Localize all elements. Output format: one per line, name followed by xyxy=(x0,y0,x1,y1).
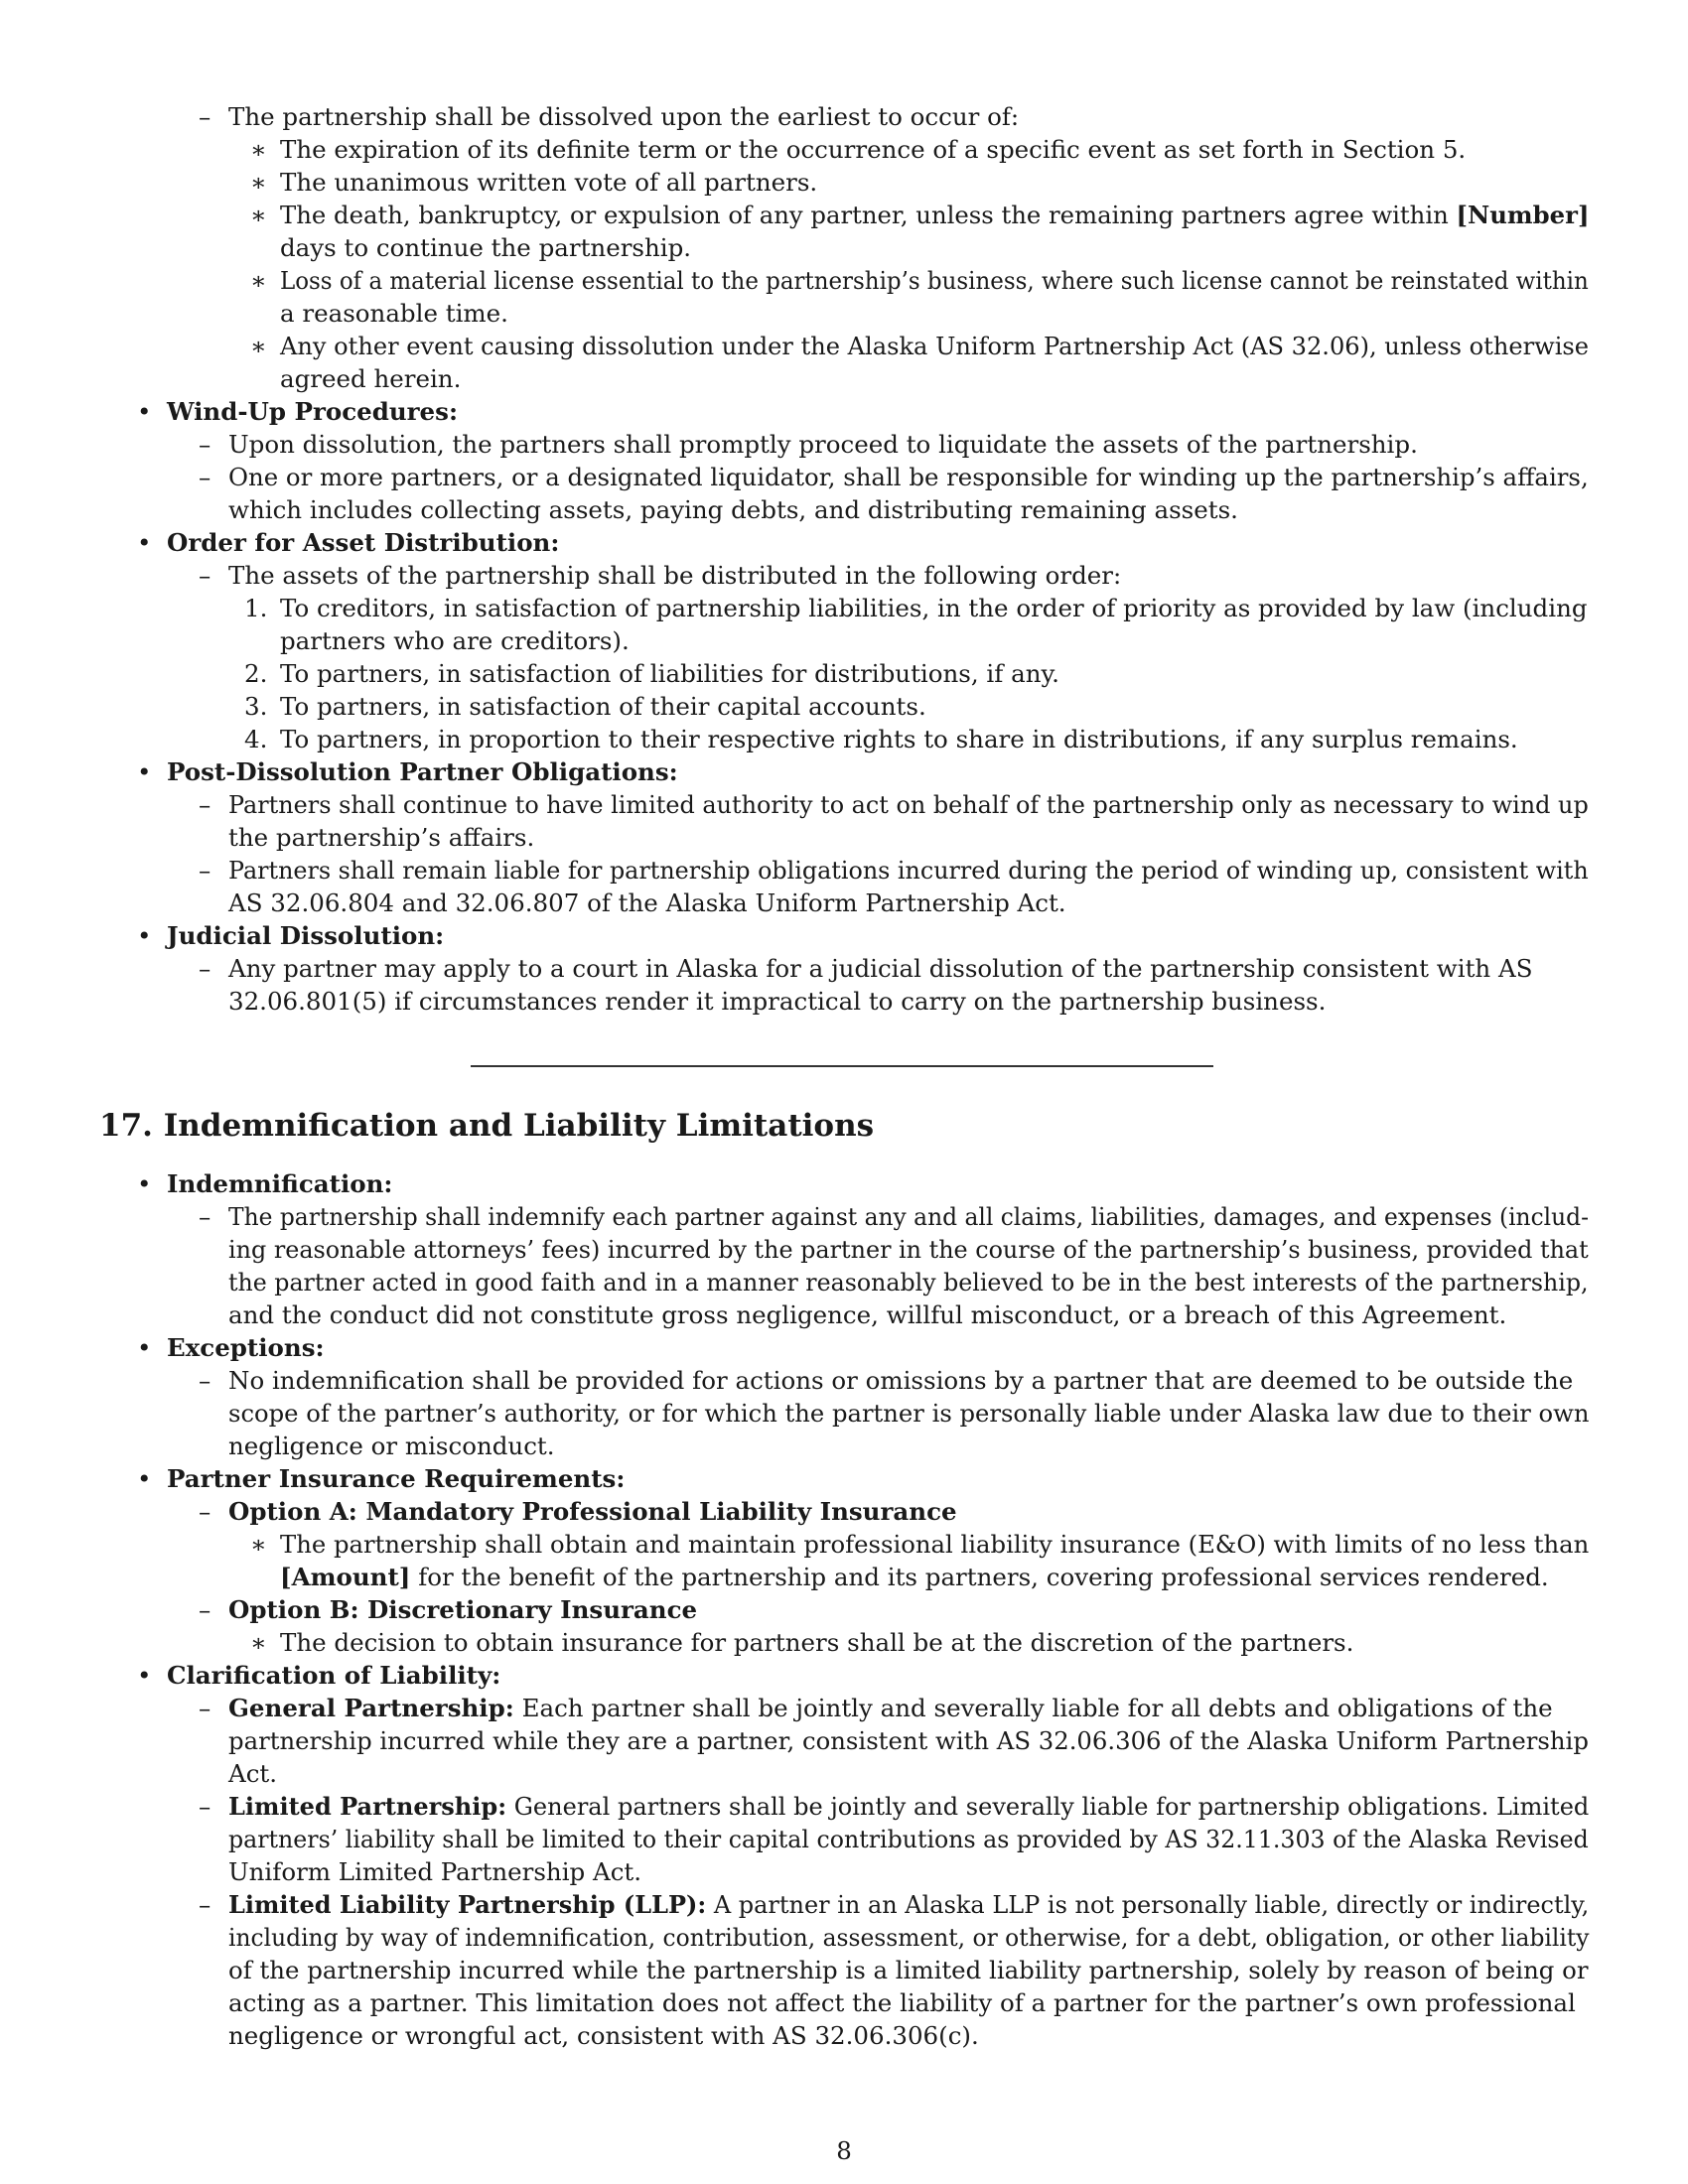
exceptions-text-2: scope of the partner’s authority, or for which the partner is personally liable under Alaska law due to their own xyxy=(228,1399,1590,1428)
judicial-heading: Judicial Dissolution: xyxy=(167,921,445,950)
general-partnership-line-2: partnership incurred while they are a partner, consistent with AS 32.06.306 of the Alaska Uniform Partnership xyxy=(228,1726,1589,1755)
number-placeholder: [Number] xyxy=(1456,201,1590,229)
llp-label: Limited Liability Partnership (LLP): xyxy=(228,1890,707,1919)
judicial-item-1-cont: 32.06.801(5) if circumstances render it impractical to carry on the partnership business. xyxy=(228,987,1327,1016)
star-marker: ∗ xyxy=(250,266,267,295)
option-a-text-1: The partnership shall obtain and maintain professional liability insurance (E&O) with limits of no less than xyxy=(280,1530,1590,1559)
bullet-marker: • xyxy=(137,757,152,786)
option-b-heading: Option B: Discretionary Insurance xyxy=(228,1595,698,1624)
limited-partnership-text: General partners shall be jointly and severally liable for partnership obligations. Limited xyxy=(506,1792,1590,1821)
bullet-marker: • xyxy=(137,1661,152,1690)
post-item-1: Partners shall continue to have limited authority to act on behalf of the partnership only as necessary to wind up xyxy=(228,790,1589,819)
option-a-text-2-rest: for the benefit of the partnership and its partners, covering professional services rendered. xyxy=(410,1563,1549,1591)
star-marker: ∗ xyxy=(250,1530,267,1559)
dash-marker: – xyxy=(199,1694,211,1722)
dash-marker: – xyxy=(199,463,211,491)
bullet-marker: • xyxy=(137,921,152,950)
dissolve-event-5: Any other event causing dissolution under the Alaska Uniform Partnership Act (AS 32.06), unless otherwise xyxy=(280,332,1590,360)
order-item-1-cont: partners who are creditors). xyxy=(280,626,630,655)
indemnification-heading: Indemnification: xyxy=(167,1169,393,1198)
dash-marker: – xyxy=(199,1497,211,1526)
section-17-title: 17. Indemnification and Liability Limitations xyxy=(99,1108,875,1144)
indemnification-text-2: ing reasonable attorneys’ fees) incurred by the partner in the course of the partnership’s business, provided that xyxy=(228,1235,1589,1264)
llp-line-4: acting as a partner. This limitation does not affect the liability of a partner for the partner’s own professional xyxy=(228,1988,1576,2017)
dash-marker: – xyxy=(199,856,211,885)
insurance-heading: Partner Insurance Requirements: xyxy=(167,1464,626,1493)
indemnification-text-4: and the conduct did not constitute gross negligence, willful misconduct, or a breach of this Agreement. xyxy=(228,1300,1507,1329)
windup-item-2-cont: which includes collecting assets, paying debts, and distributing remaining assets. xyxy=(228,495,1238,524)
bullet-marker: • xyxy=(137,1333,152,1362)
star-marker: ∗ xyxy=(250,1628,267,1657)
dissolve-event-4-cont: a reasonable time. xyxy=(280,299,508,328)
dissolve-event-3-text: The death, bankruptcy, or expulsion of any partner, unless the remaining partners agree within xyxy=(280,201,1457,229)
dissolve-event-2: The unanimous written vote of all partners. xyxy=(280,168,818,197)
bullet-marker: • xyxy=(137,528,152,557)
dash-marker: – xyxy=(199,1792,211,1821)
page-number: 8 xyxy=(836,2136,852,2165)
dash-marker: – xyxy=(199,790,211,819)
exceptions-heading: Exceptions: xyxy=(167,1333,325,1362)
post-item-2: Partners shall remain liable for partnership obligations incurred during the period of winding up, consistent with xyxy=(228,856,1589,885)
judicial-item-1: Any partner may apply to a court in Alaska for a judicial dissolution of the partnership consistent with AS xyxy=(228,954,1533,983)
limited-partnership-line-1 xyxy=(228,1790,1589,1823)
windup-item-1: Upon dissolution, the partners shall promptly proceed to liquidate the assets of the partnership. xyxy=(228,430,1418,459)
windup-item-2: One or more partners, or a designated liquidator, shall be responsible for winding up the partnership’s affairs, xyxy=(228,463,1589,491)
llp-line-5: negligence or wrongful act, consistent with AS 32.06.306(c). xyxy=(228,2021,979,2050)
dash-marker: – xyxy=(199,1366,211,1395)
dash-marker: – xyxy=(199,102,211,131)
bullet-marker: • xyxy=(137,1169,152,1198)
dash-marker: – xyxy=(199,954,211,983)
bullet-marker: • xyxy=(137,397,152,426)
number-marker: 2. xyxy=(244,659,268,688)
general-partnership-text: Each partner shall be jointly and severally liable for all debts and obligations of the xyxy=(513,1694,1553,1722)
order-intro: The assets of the partnership shall be distributed in the following order: xyxy=(228,561,1122,590)
order-heading: Order for Asset Distribution: xyxy=(167,528,560,557)
llp-line-2: including by way of indemnification, contribution, assessment, or otherwise, for a debt, obligation, or other liability xyxy=(228,1923,1590,1952)
dash-marker: – xyxy=(199,430,211,459)
general-partnership-line-3: Act. xyxy=(228,1759,278,1788)
llp-text: A partner in an Alaska LLP is not personally liable, directly or indirectly, xyxy=(706,1890,1590,1919)
dissolve-event-3-cont: days to continue the partnership. xyxy=(280,233,692,262)
limited-partnership-line-3: Uniform Limited Partnership Act. xyxy=(228,1857,642,1886)
exceptions-text-3: negligence or misconduct. xyxy=(228,1432,555,1460)
dissolve-event-5-cont: agreed herein. xyxy=(280,364,462,393)
dash-marker: – xyxy=(199,1890,211,1919)
dash-marker: – xyxy=(199,1202,211,1231)
dissolve-event-3 xyxy=(280,199,1589,231)
limited-partnership-line-2: partners’ liability shall be limited to their capital contributions as provided by AS 32.11.303 of the Alaska Revised xyxy=(228,1825,1589,1853)
number-marker: 1. xyxy=(244,594,268,622)
star-marker: ∗ xyxy=(250,135,267,164)
order-item-3: To partners, in satisfaction of their capital accounts. xyxy=(280,692,926,721)
dash-marker: – xyxy=(199,561,211,590)
star-marker: ∗ xyxy=(250,201,267,229)
order-item-2: To partners, in satisfaction of liabilities for distributions, if any. xyxy=(280,659,1059,688)
indemnification-text-3: the partner acted in good faith and in a manner reasonably believed to be in the best interests of the partnership, xyxy=(228,1268,1589,1297)
llp-line-3: of the partnership incurred while the partnership is a limited liability partnership, solely by reason of being or xyxy=(228,1956,1589,1984)
dash-marker: – xyxy=(199,1595,211,1624)
star-marker: ∗ xyxy=(250,332,267,360)
dissolve-event-4: Loss of a material license essential to the partnership’s business, where such license cannot be reinstated within xyxy=(280,266,1589,295)
order-item-4: To partners, in proportion to their respective rights to share in distributions, if any surplus remains. xyxy=(280,725,1518,753)
amount-placeholder: [Amount] xyxy=(280,1563,411,1591)
indemnification-text-1: The partnership shall indemnify each partner against any and all claims, liabilities, damages, and expenses (includ- xyxy=(228,1202,1589,1231)
star-marker: ∗ xyxy=(250,168,267,197)
number-marker: 3. xyxy=(244,692,268,721)
option-b-text: The decision to obtain insurance for partners shall be at the discretion of the partners. xyxy=(280,1628,1354,1657)
general-partnership-line-1 xyxy=(228,1692,1553,1724)
general-partnership-label: General Partnership: xyxy=(228,1694,514,1722)
option-a-heading: Option A: Mandatory Professional Liability Insurance xyxy=(228,1497,957,1526)
section-divider xyxy=(471,1065,1213,1067)
order-item-1: To creditors, in satisfaction of partnership liabilities, in the order of priority as provided by law (including xyxy=(280,594,1588,622)
windup-heading: Wind-Up Procedures: xyxy=(167,397,458,426)
limited-partnership-label: Limited Partnership: xyxy=(228,1792,507,1821)
dissolve-event-1: The expiration of its definite term or the occurrence of a specific event as set forth in Section 5. xyxy=(280,135,1467,164)
post-heading: Post-Dissolution Partner Obligations: xyxy=(167,757,678,786)
dissolve-intro: The partnership shall be dissolved upon the earliest to occur of: xyxy=(228,102,1020,131)
clarification-heading: Clarification of Liability: xyxy=(167,1661,501,1690)
post-item-2-cont: AS 32.06.804 and 32.06.807 of the Alaska Uniform Partnership Act. xyxy=(228,888,1066,917)
exceptions-text-1: No indemnification shall be provided for actions or omissions by a partner that are deemed to be outside the xyxy=(228,1366,1574,1395)
bullet-marker: • xyxy=(137,1464,152,1493)
option-a-text-2 xyxy=(280,1561,1549,1593)
number-marker: 4. xyxy=(244,725,268,753)
llp-line-1 xyxy=(228,1888,1589,1921)
post-item-1-cont: the partnership’s affairs. xyxy=(228,823,535,852)
